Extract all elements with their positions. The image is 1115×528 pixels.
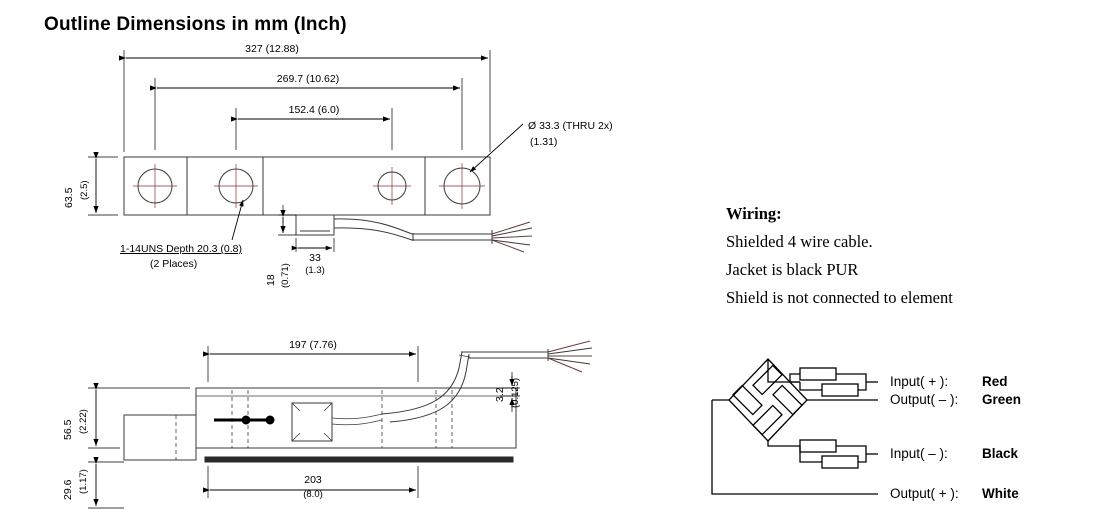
dim-body-height-mm: 56.5: [62, 419, 74, 440]
side-view-group: [88, 341, 592, 508]
dim-width-inch: (2.5): [79, 180, 90, 200]
thread-note-line2: (2 Places): [150, 258, 198, 270]
legend-input-negative-label: Input( – ):: [890, 446, 948, 461]
dim-base-length-inch: (8.0): [303, 489, 323, 500]
thread-note-line1: 1-14UNS Depth 20.3 (0.8): [120, 243, 242, 255]
wiring-notes: [726, 200, 1066, 312]
dim-hole-center-span-inner: 152.4 (6.0): [288, 104, 340, 116]
dim-boss-height-inch: (0.71): [280, 263, 291, 288]
legend-input-negative-value: Black: [982, 446, 1019, 461]
legend-output-positive-label: Output( + ):: [890, 486, 959, 501]
dim-boss-width-inch: (1.3): [305, 265, 325, 276]
dim-plate-thickness-inch: (0.125): [510, 377, 521, 408]
dim-foot-height-mm: 29.6: [62, 479, 74, 500]
dim-overall-length: 327 (12.88): [245, 43, 299, 55]
wiring-note-3: Shield is not connected to element: [726, 288, 953, 307]
dim-body-height-inch: (2.22): [78, 409, 89, 434]
dim-hole-center-span-outer: 269.7 (10.62): [276, 73, 340, 85]
legend-output-negative: [890, 392, 1021, 407]
dim-boss-height-mm: 18: [265, 274, 277, 286]
hole-diameter-note-line1: Ø 33.3 (THRU 2x): [528, 120, 613, 132]
page-title: Outline Dimensions in mm (Inch): [44, 14, 347, 35]
dim-width-mm: 63.5: [63, 187, 75, 208]
dim-boss-width-mm: 33: [309, 252, 321, 264]
wiring-heading: Wiring:: [726, 204, 782, 223]
legend-input-negative: [890, 446, 1018, 461]
legend-output-positive: [890, 486, 1019, 501]
legend-output-negative-value: Green: [982, 392, 1022, 407]
dim-plate-thickness-mm: 3.2: [494, 387, 506, 402]
dim-mount-span: 197 (7.76): [289, 339, 337, 351]
wiring-note-1: Shielded 4 wire cable.: [726, 232, 873, 251]
wheatstone-bridge-diagram: [712, 359, 878, 494]
wiring-note-2: Jacket is black PUR: [726, 260, 859, 279]
dim-base-length-mm: 203: [304, 474, 322, 486]
legend-output-negative-label: Output( – ):: [890, 392, 959, 407]
legend-output-positive-value: White: [982, 486, 1019, 501]
legend-input-positive-value: Red: [982, 374, 1008, 389]
legend-input-positive: [890, 374, 1008, 389]
legend-input-positive-label: Input( + ):: [890, 374, 949, 389]
dim-foot-height-inch: (1.17): [78, 469, 89, 494]
hole-diameter-note-line2: (1.31): [530, 136, 558, 148]
